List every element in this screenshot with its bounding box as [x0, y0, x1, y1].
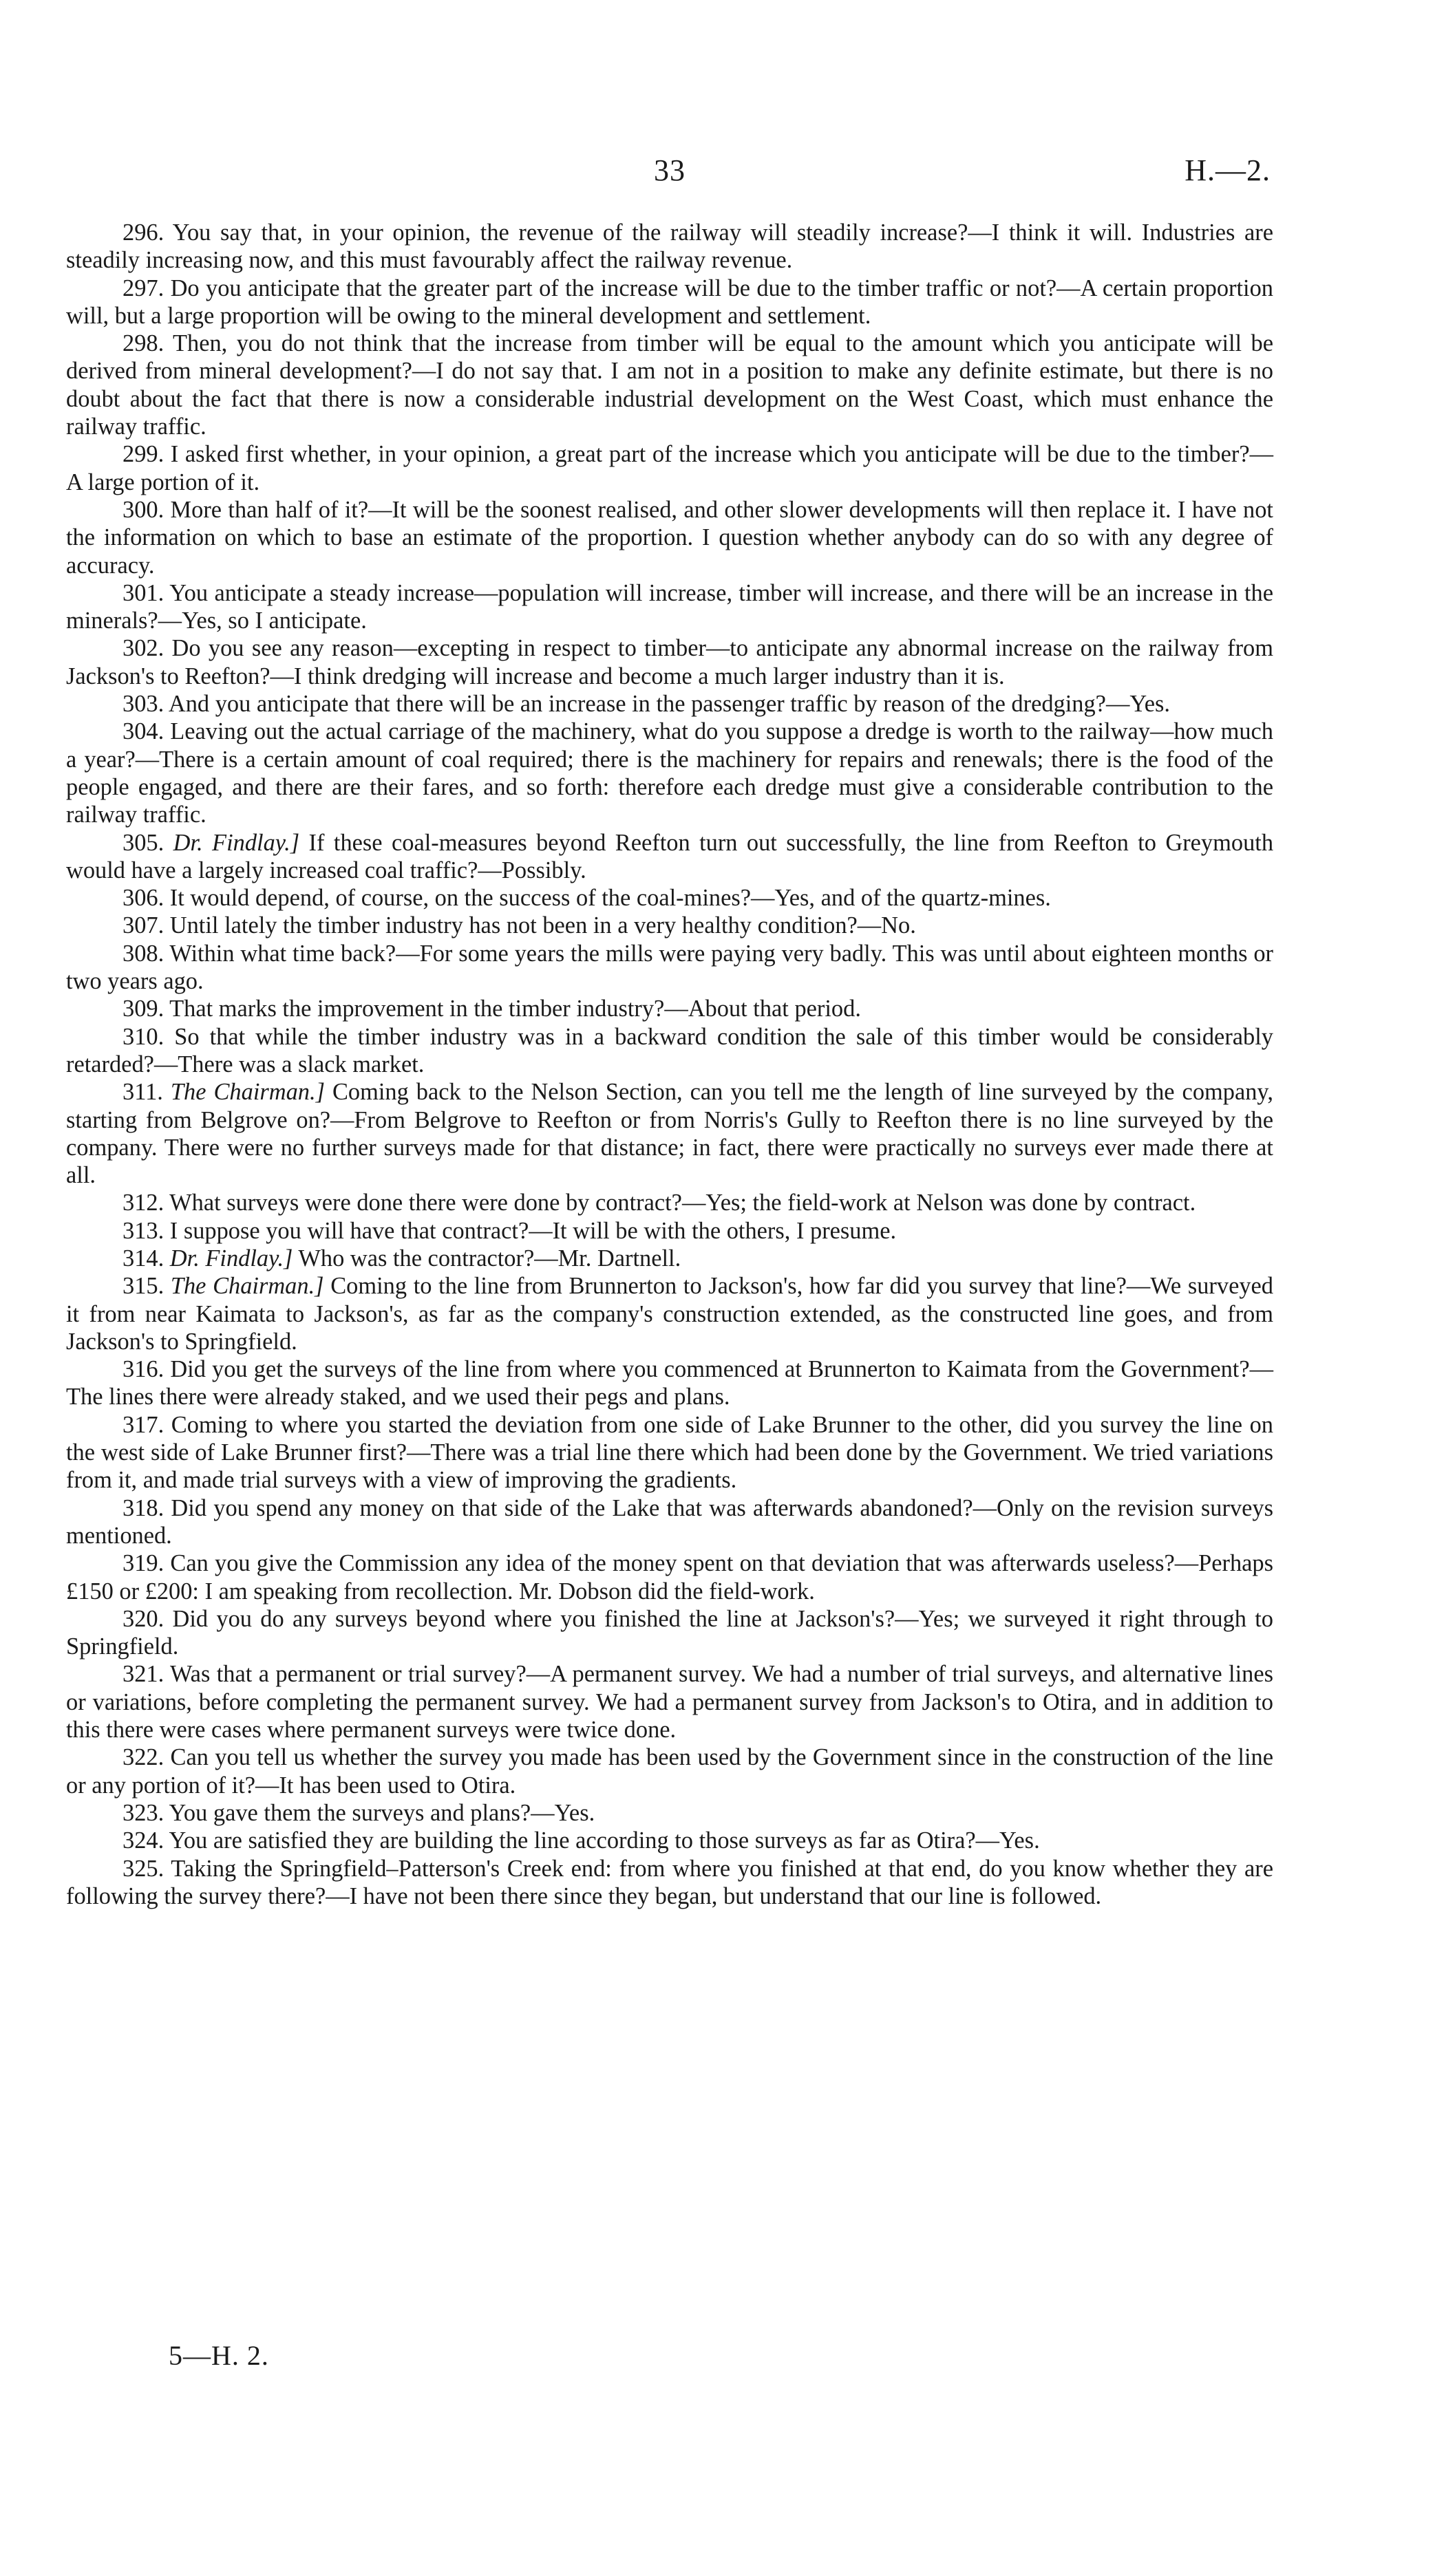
question-number: 314. — [123, 1245, 170, 1271]
question-answer-paragraph: 304. Leaving out the actual carriage of the machinery, what do you suppose a dredge is worth to the railway—how much a year?—There is a certain amount of coal required; there is the machinery for repairs and renewals; there is the food of the people engaged, and there are their fares, and so forth: therefore each dredge must give a considerable contribution to the railway traffic. — [66, 718, 1273, 828]
question-answer-paragraph: 323. You gave them the surveys and plans?—Yes. — [123, 1799, 595, 1826]
question-answer-paragraph: 308. Within what time back?—For some years the mills were paying very badly. This was until about eighteen months or two years ago. — [66, 940, 1273, 995]
question-answer-paragraph: 302. Do you see any reason—excepting in respect to timber—to anticipate any abnormal increase on the railway from Jackson's to Reefton?—I think dredging will increase and become a much larger industry than it is. — [66, 635, 1273, 689]
question-answer-paragraph: 318. Did you spend any money on that side of the Lake that was afterwards abandoned?—Only on the revision surveys mentioned. — [66, 1494, 1273, 1549]
question-answer-paragraph — [66, 829, 1273, 885]
question-answer-paragraph: 301. You anticipate a steady increase—population will increase, timber will increase, and there will be an increase in the minerals?—Yes, so I anticipate. — [66, 579, 1273, 634]
question-number: 305. — [123, 829, 173, 856]
question-answer-paragraph: 303. And you anticipate that there will be an increase in the passenger traffic by reason of the dredging?—Yes. — [123, 691, 1170, 718]
paragraph-text: If these coal-measures beyond Reefton turn out successfully, the line from Reefton to Greymouth would have a largely increased coal traffic?—Possibly. — [66, 829, 1274, 883]
question-answer-paragraph — [66, 1272, 1273, 1355]
question-answer-paragraph: 310. So that while the timber industry was in a backward condition the sale of this timber would be considerably retarded?—There was a slack market. — [66, 1023, 1273, 1077]
question-answer-paragraph: 299. I asked first whether, in your opinion, a great part of the increase which you anticipate will be due to the timber?—A large portion of it. — [66, 441, 1273, 495]
question-answer-paragraph: 324. You are satisfied they are building the line according to those surveys as far as Otira?—Yes. — [123, 1827, 1040, 1854]
question-answer-paragraph: 296. You say that, in your opinion, the revenue of the railway will steadily increase?—I think it will. Industries are steadily increasing now, and this must favourably affect the railway revenue. — [66, 219, 1273, 274]
sheet-signature: 5—H. 2. — [169, 2340, 269, 2371]
question-answer-paragraph: 307. Until lately the timber industry has not been in a very healthy condition?—No. — [123, 912, 916, 939]
evidence-body — [66, 219, 1273, 1910]
question-number: 311. — [123, 1079, 171, 1106]
speaker-label: Dr. Findlay.] — [169, 1245, 293, 1271]
question-answer-paragraph: 325. Taking the Springfield–Patterson's Creek end: from where you finished at that end, do you know whether they are following the survey there?—I have not been there since they began, but understand that our line is followed. — [66, 1855, 1273, 1909]
question-answer-paragraph — [66, 1245, 1273, 1272]
speaker-label: The Chairman.] — [170, 1273, 324, 1300]
question-answer-paragraph: 319. Can you give the Commission any idea of the money spent on that deviation that was afterwards useless?—Perhaps £150 or £200: I am speaking from recollection. Mr. Dobson did the field-work. — [66, 1550, 1273, 1604]
paragraph-text: Coming back to the Nelson Section, can you tell me the length of line surveyed by the company, starting from Belgrove on?—From Belgrove to Reefton or from Norris's Gully to Reefton there is no line surveyed by the company. There were no further surveys made for that distance; in fact, there were practically no surveys ever made there at all. — [66, 1079, 1273, 1189]
question-answer-paragraph: 306. It would depend, of course, on the success of the coal-mines?—Yes, and of the quartz-mines. — [123, 885, 1051, 912]
question-answer-paragraph: 312. What surveys were done there were done by contract?—Yes; the field-work at Nelson was done by contract. — [123, 1190, 1196, 1216]
question-answer-paragraph: 297. Do you anticipate that the greater part of the increase will be due to the timber traffic or not?—A certain proportion will, but a large proportion will be owing to the mineral development and settlement. — [66, 275, 1273, 329]
speaker-label: Dr. Findlay.] — [173, 829, 300, 856]
question-answer-paragraph: 322. Can you tell us whether the survey you made has been used by the Government since in the construction of the line or any portion of it?—It has been used to Otira. — [66, 1744, 1273, 1799]
question-answer-paragraph: 309. That marks the improvement in the timber industry?—About that period. — [123, 996, 861, 1022]
question-answer-paragraph: 316. Did you get the surveys of the line from where you commenced at Brunnerton to Kaimata from the Government?—The lines there were already staked, and we used their pegs and plans. — [66, 1356, 1273, 1410]
question-answer-paragraph: 317. Coming to where you started the deviation from one side of Lake Brunner to the other, did you survey the line on the west side of Lake Brunner first?—There was a trial line there which had been done by the Government. We tried variations from it, and made trial surveys with a view of improving the gradients. — [66, 1411, 1273, 1494]
page-number: 33 — [654, 153, 686, 187]
question-answer-paragraph: 321. Was that a permanent or trial survey?—A permanent survey. We had a number of trial surveys, and alternative lines or variations, before completing the permanent survey. We had a permanent survey from Jackson's to Otira, and in addition to this there were cases where permanent surveys were twice done. — [66, 1661, 1273, 1743]
paragraph-text: Who was the contractor?—Mr. Dartnell. — [293, 1245, 681, 1271]
question-answer-paragraph: 298. Then, you do not think that the increase from timber will be equal to the amount which you anticipate will be derived from mineral development?—I do not say that. I am not in a position to make any definite estimate, but there is no doubt about the fact that there is now a considerable industrial development on the West Coast, which must enhance the railway traffic. — [66, 330, 1273, 440]
question-answer-paragraph: 300. More than half of it?—It will be the soonest realised, and other slower developments will then replace it. I have not the information on which to base an estimate of the proportion. I question whether anybody can do so with any degree of accuracy. — [66, 496, 1273, 579]
speaker-label: The Chairman.] — [170, 1079, 325, 1106]
question-number: 315. — [123, 1273, 171, 1300]
question-answer-paragraph: 320. Did you do any surveys beyond where you finished the line at Jackson's?—Yes; we surveyed it right through to Springfield. — [66, 1605, 1273, 1660]
document-reference: H.—2. — [1185, 153, 1271, 187]
paragraph-text: Coming to the line from Brunnerton to Jackson's, how far did you survey that line?—We surveyed it from near Kaimata to Jackson's, as far as the company's construction extended, as the constructed line goes, and from Jackson's to Springfield. — [66, 1273, 1273, 1355]
question-answer-paragraph: 313. I suppose you will have that contract?—It will be with the others, I presume. — [123, 1217, 897, 1244]
question-answer-paragraph — [66, 1078, 1273, 1189]
